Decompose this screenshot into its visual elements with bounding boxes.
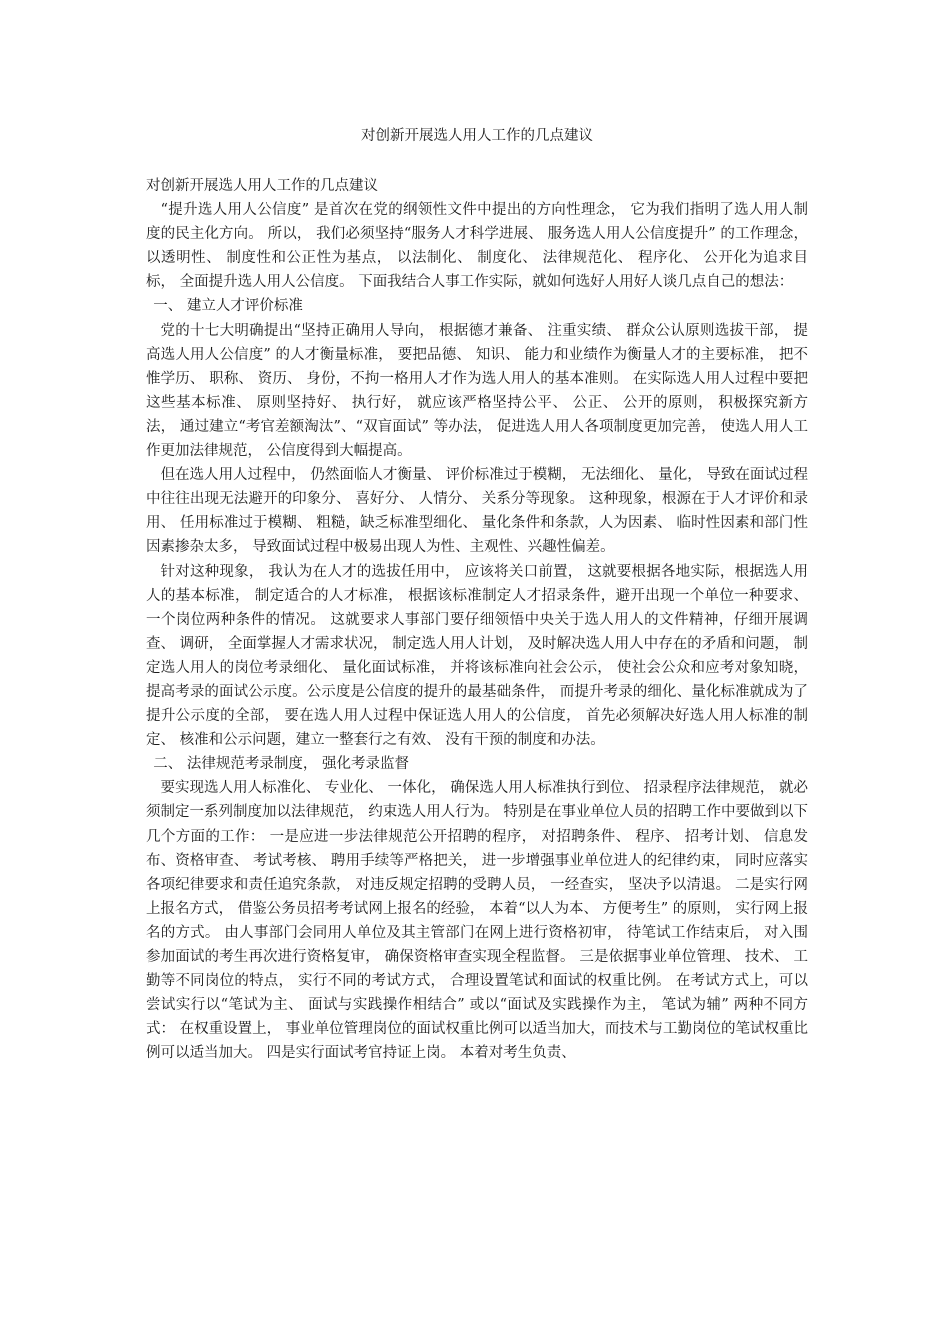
section-heading: 一、 建立人才评价标准 <box>153 298 303 315</box>
document-subtitle: 对创新开展选人用人工作的几点建议 <box>146 178 378 194</box>
document-body <box>146 174 808 1065</box>
body-paragraph: 党的十七大明确提出“坚持正确用人导向， 根据德才兼备、 注重实绩、 群众公认原则选拔干部， 提高选人用人公信度” 的人才衡量标准， 要把品德、 知识、 能力和业绩作为衡量人才的主要标准， 把不惟学历、 职称、 资历、 身份，不拘一格用人才作为选人用人的基本准则。 在实际选人用人过程中要把这些基本标准、 原则坚持好、 执行好， 就应该严格坚持公平、 公正、 公开的原则， 积极探究新方法， 通过建立“考官差额淘汰”、“双盲面试” 等办法， 促进选人用人各项制度更加完善， 使选人用人工作更加法律规范， 公信度得到大幅提高。 <box>146 322 808 460</box>
body-paragraph: 但在选人用人过程中， 仍然面临人才衡量、 评价标准过于模糊， 无法细化、 量化， 导致在面试过程中往往出现无法避开的印象分、 喜好分、 人情分、 关系分等现象。 这种现象，根源在于人才评价和录用、 任用标准过于模糊、 粗糙，缺乏标准型细化、 量化条件和条款，人为因素、 临时性因素和部门性因素掺杂太多， 导致面试过程中极易出现人为性、主观性、兴趣性偏差。 <box>146 467 808 556</box>
document-title: 对创新开展选人用人工作的几点建议 <box>361 128 593 144</box>
body-paragraph: 要实现选人用人标准化、 专业化、 一体化， 确保选人用人标准执行到位、 招录程序法律规范， 就必须制定一系列制度加以法律规范， 约束选人用人行为。 特别是在事业单位人员的招聘工作中要做到以下几个方面的工作： 一是应进一步法律规范公开招聘的程序， 对招聘条件、 程序、 招考计划、 信息发布、资格审查、 考试考核、 聘用手续等严格把关， 进一步增强事业单位进人的纪律约束， 同时应落实各项纪律要求和责任追究条款， 对违反规定招聘的受聘人员， 一经查实， 坚决予以清退。 二是实行网上报名方式， 借鉴公务员招考考试网上报名的经验， 本着“以人为本、 方便考生” 的原则， 实行网上报名的方式。 由人事部门会同用人单位及其主管部门在网上进行资格初审， 待笔试工作结束后， 对入围参加面试的考生再次进行资格复审， 确保资格审查实现全程监督。 三是依据事业单位管理、 技术、 工勤等不同岗位的特点， 实行不同的考试方式， 合理设置笔试和面试的权重比例。 在考试方式上，可以尝试实行以“笔试为主、 面试与实践操作相结合” 或以“面试及实践操作为主， 笔试为辅” 两种不同方式： 在权重设置上， 事业单位管理岗位的面试权重比例可以适当加大，而技术与工勤岗位的笔试权重比例可以适当加大。 四是实行面试考官持证上岗。 本着对考生负责、 <box>146 780 808 1062</box>
section-heading: 二、 法律规范考录制度， 强化考录监督 <box>153 756 409 773</box>
body-paragraph: 针对这种现象， 我认为在人才的选拔任用中， 应该将关口前置， 这就要根据各地实际，根据选人用人的基本标准， 制定适合的人才标准， 根据该标准制定人才招录条件，避开出现一个单位一种要求、 一个岗位两种条件的情况。 这就要求人事部门要仔细领悟中央关于选人用人的文件精神，仔细开展调查、 调研， 全面掌握人才需求状况， 制定选人用人计划， 及时解决选人用人中存在的矛盾和问题， 制定选人用人的岗位考录细化、 量化面试标准， 并将该标准向社会公示， 使社会公众和应考对象知晓， 提高考录的面试公示度。公示度是公信度的提升的最基础条件， 而提升考录的细化、量化标准就成为了提升公示度的全部， 要在选人用人过程中保证选人用人的公信度， 首先必须解决好选人用人标准的制定、 核准和公示问题，建立一整套行之有效、 没有干预的制度和办法。 <box>146 563 808 749</box>
body-paragraph: “提升选人用人公信度” 是首次在党的纲领性文件中提出的方向性理念， 它为我们指明了选人用人制度的民主化方向。 所以， 我们必须坚持“服务人才科学进展、 服务选人用人公信度提升” 的工作理念， 以透明性、 制度性和公正性为基点， 以法制化、 制度化、 法律规范化、 程序化、 公开化为追求目标， 全面提升选人用人公信度。 下面我结合人事工作实际，就如何选好人用好人谈几点自己的想法： <box>146 202 808 291</box>
